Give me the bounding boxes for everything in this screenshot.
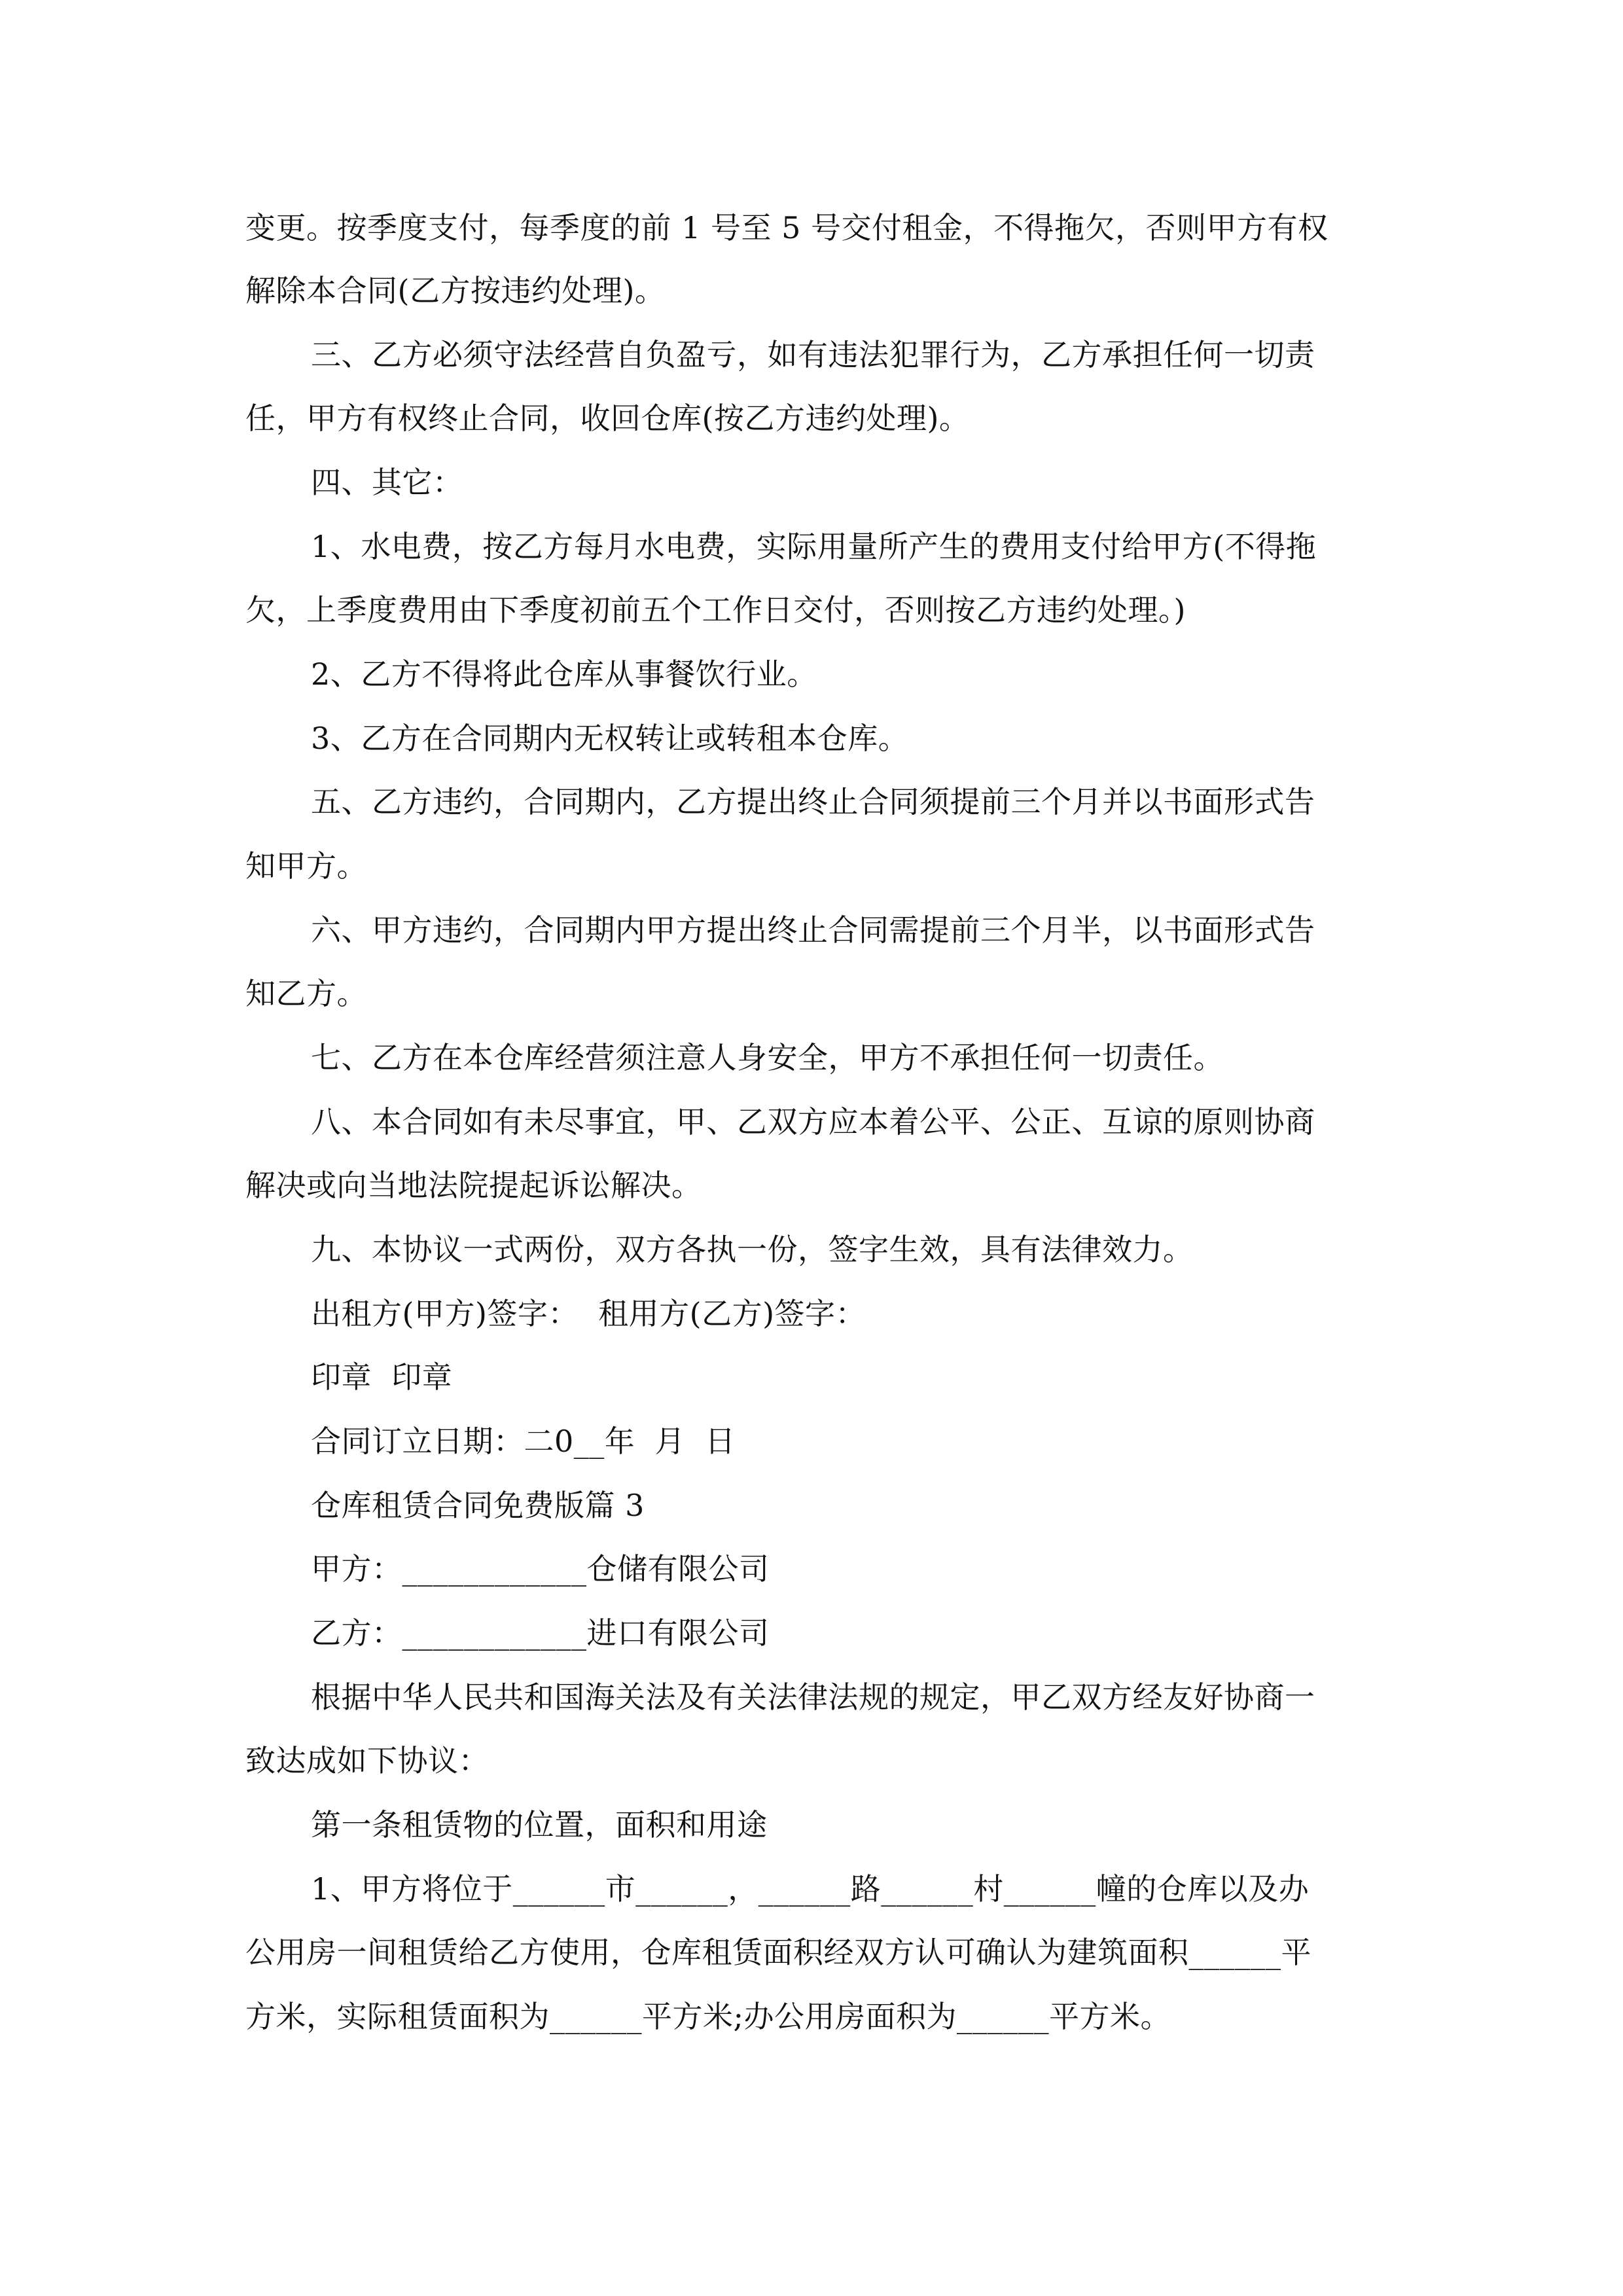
text-line: 致达成如下协议： (245, 1743, 489, 1778)
text-line: 六、甲方违约，合同期内甲方提出终止合同需提前三个月半，以书面形式告 (311, 912, 1315, 948)
text-line: 任，甲方有权终止合同，收回仓库(按乙方违约处理)。 (245, 401, 970, 436)
party-b-line: 乙方：____________进口有限公司 (311, 1615, 770, 1651)
text-line: 七、乙方在本仓库经营须注意人身安全，甲方不承担任何一切责任。 (311, 1040, 1224, 1075)
text-line: 1、水电费，按乙方每月水电费，实际用量所产生的费用支付给甲方(不得拖 (311, 529, 1317, 564)
text-line: 三、乙方必须守法经营自负盈亏，如有违法犯罪行为，乙方承担任何一切责 (311, 337, 1315, 372)
text-line: 知乙方。 (245, 976, 367, 1011)
text-line: 八、本合同如有未尽事宜，甲、乙双方应本着公平、公正、互谅的原则协商 (311, 1104, 1315, 1139)
text-line: 五、乙方违约，合同期内，乙方提出终止合同须提前三个月并以书面形式告 (311, 784, 1315, 819)
text-line: 欠，上季度费用由下季度初前五个工作日交付，否则按乙方违约处理。) (245, 592, 1186, 628)
seal-line: 印章 印章 (311, 1359, 453, 1395)
text-line: 根据中华人民共和国海关法及有关法律法规的规定，甲乙双方经友好协商一 (311, 1679, 1315, 1715)
date-line: 合同订立日期：二0__年 月 日 (311, 1424, 736, 1459)
text-line: 3、乙方在合同期内无权转让或转租本仓库。 (311, 721, 909, 756)
text-line: 方米，实际租赁面积为______平方米;办公用房面积为______平方米。 (245, 1999, 1171, 2034)
text-line: 变更。按季度支付，每季度的前 1 号至 5 号交付租金，不得拖欠，否则甲方有权 (245, 210, 1329, 245)
text-line: 解除本合同(乙方按违约处理)。 (245, 273, 666, 308)
party-a-line: 甲方：____________仓储有限公司 (311, 1551, 770, 1587)
text-line: 公用房一间租赁给乙方使用，仓库租赁面积经双方认可确认为建筑面积______平 (245, 1935, 1311, 1970)
text-line: 2、乙方不得将此仓库从事餐饮行业。 (311, 656, 817, 692)
article-heading: 第一条租赁物的位置，面积和用途 (311, 1807, 768, 1842)
text-line: 四、其它： (311, 465, 463, 500)
text-line: 知甲方。 (245, 848, 367, 884)
signature-line: 出租方(甲方)签字： 租用方(乙方)签字： (311, 1296, 866, 1331)
text-line: 解决或向当地法院提起诉讼解决。 (245, 1168, 702, 1203)
section-heading: 仓库租赁合同免费版篇 3 (311, 1488, 645, 1523)
text-line: 九、本协议一式两份，双方各执一份，签字生效，具有法律效力。 (311, 1232, 1194, 1267)
text-line: 1、甲方将位于______市______，______路______村______幢的仓库以及办 (311, 1871, 1310, 1907)
